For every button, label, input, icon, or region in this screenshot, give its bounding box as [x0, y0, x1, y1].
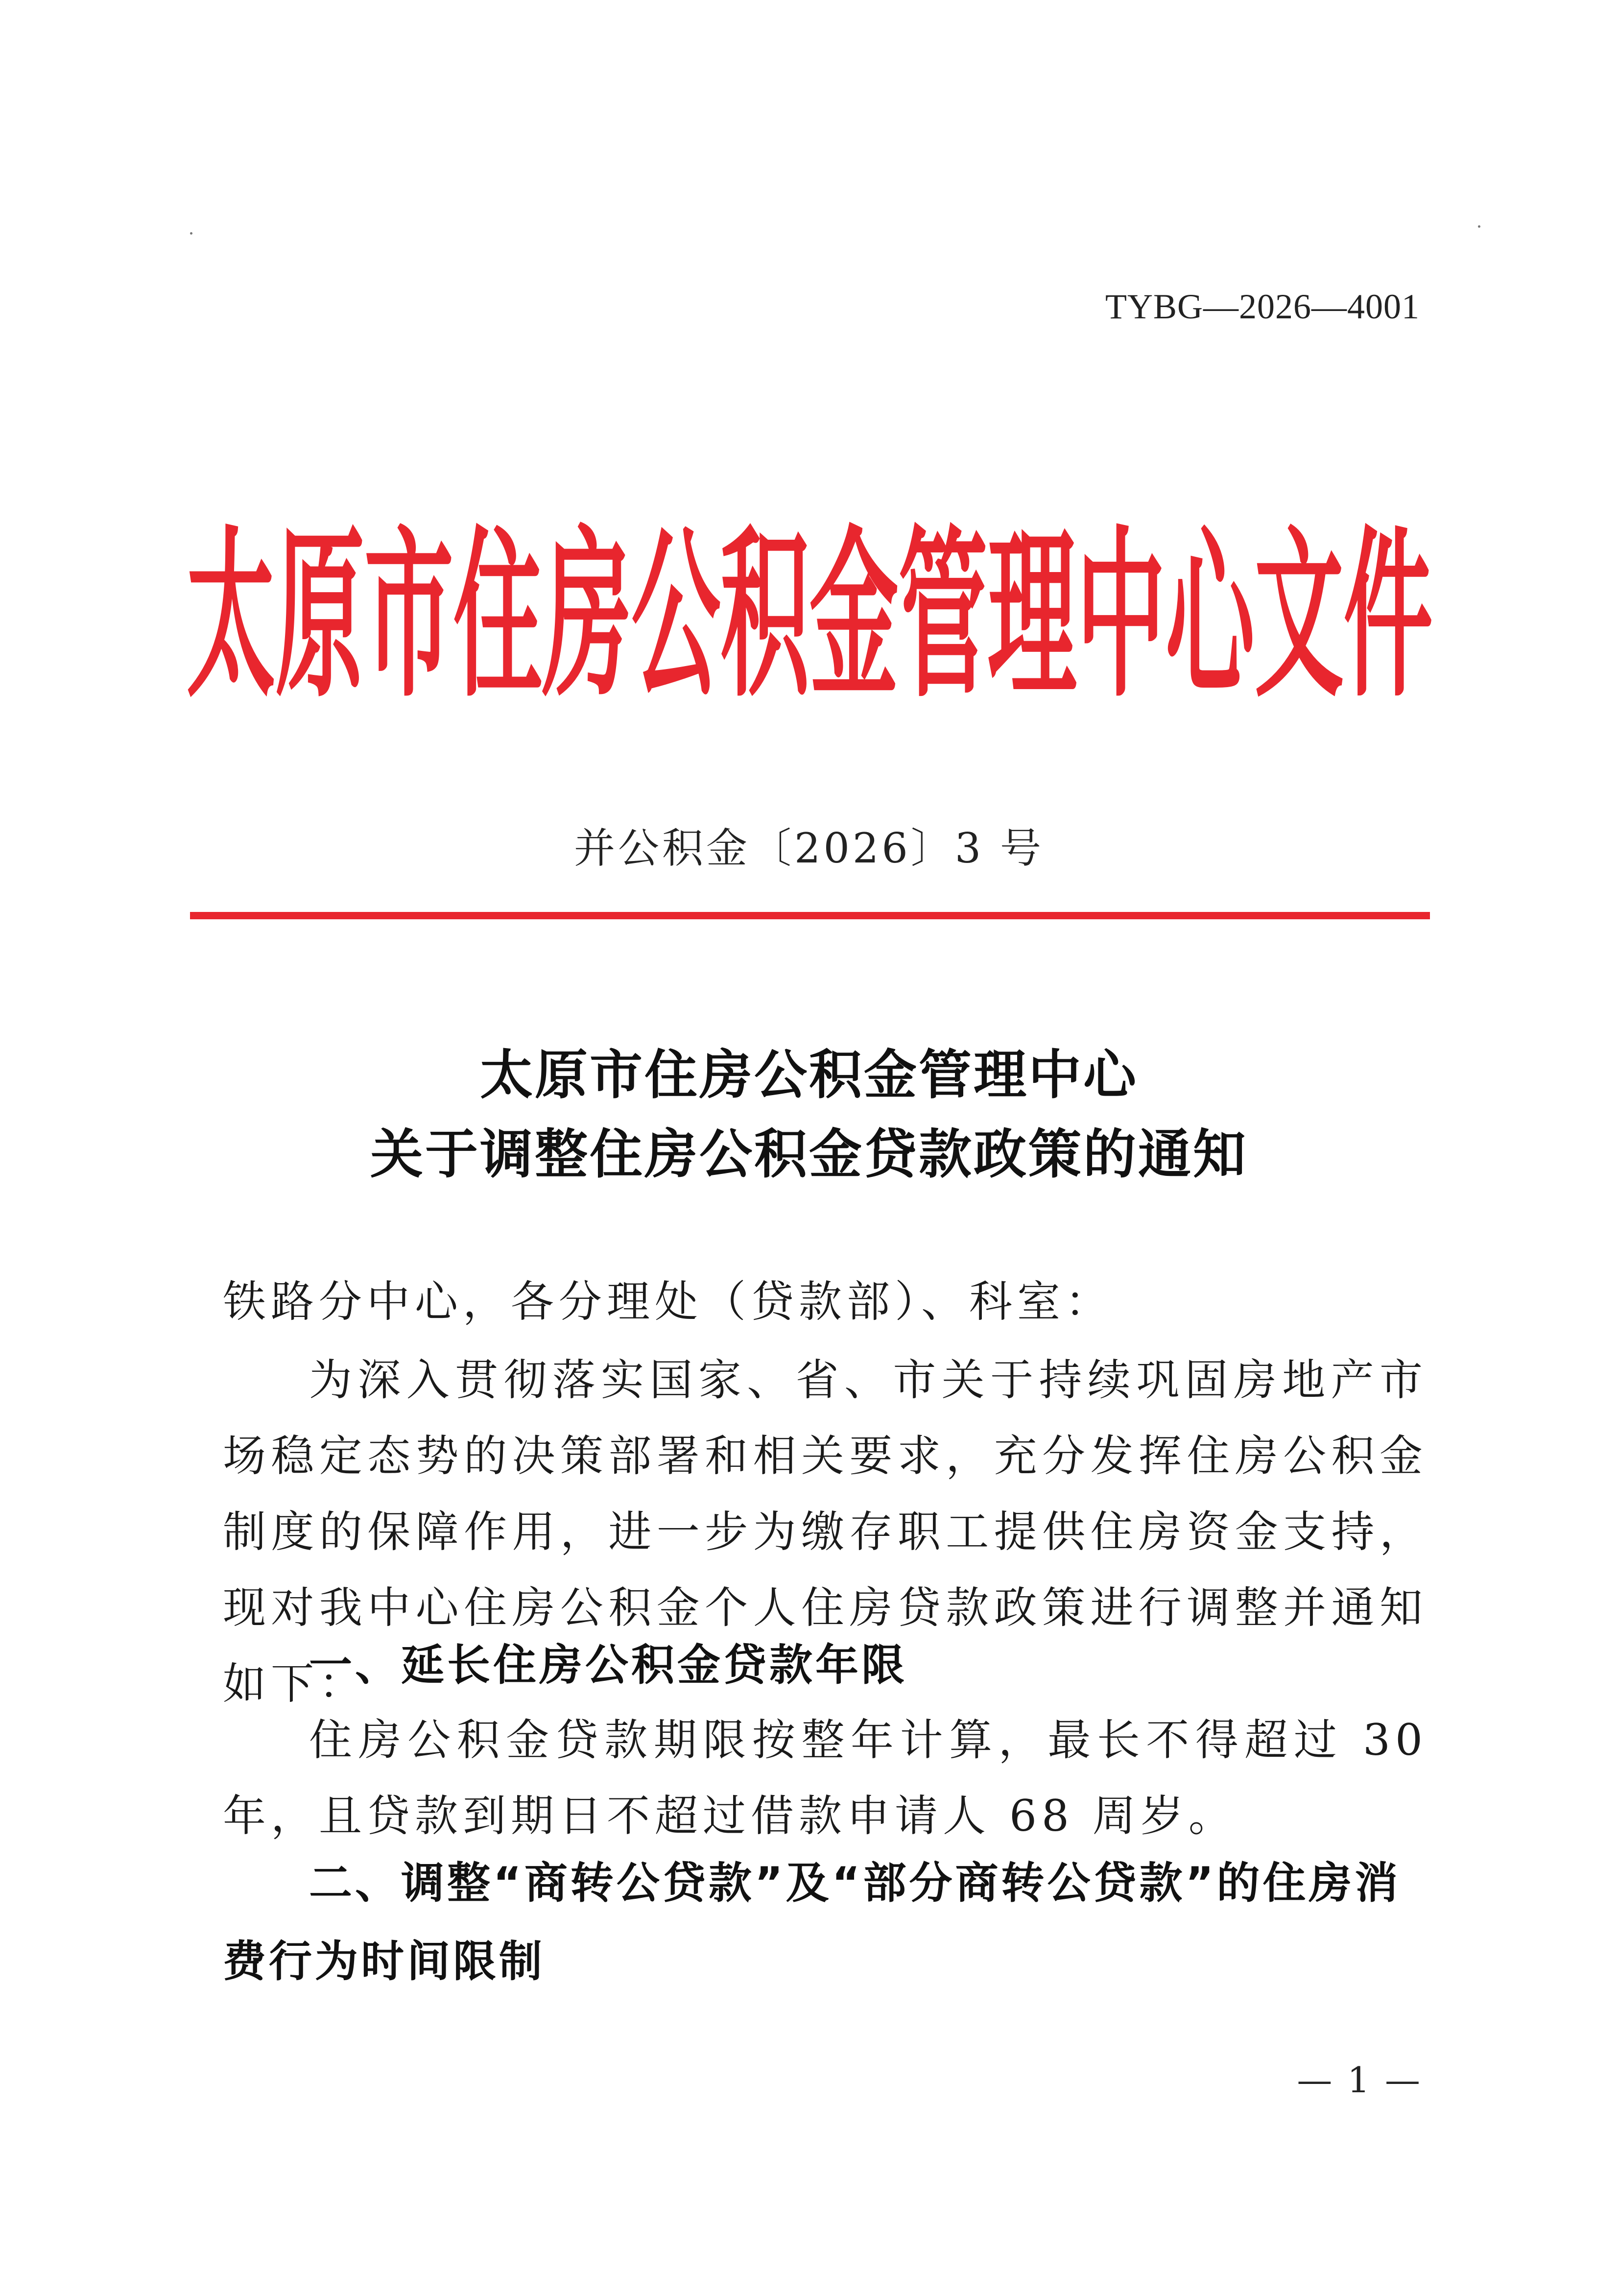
section-1-paragraph: 住房公积金贷款期限按整年计算，最长不得超过 30 年，且贷款到期日不超过借款申请人 68 周岁。 — [223, 1715, 1428, 1841]
scan-speck — [1478, 225, 1480, 228]
notice-title-line-2: 关于调整住房公积金贷款政策的通知 — [370, 1124, 1248, 1185]
red-masthead — [186, 485, 1432, 715]
red-separator-line — [190, 912, 1430, 919]
document-number: 并公积金〔2026〕3 号 — [574, 824, 1044, 872]
notice-title-line-1: 太原市住房公积金管理中心 — [479, 1045, 1138, 1106]
masthead-title: 太原市住房公积金管理中心文件 — [186, 509, 1432, 715]
page-number: — 1 — — [1297, 2059, 1422, 2101]
salutation: 铁路分中心，各分理处（贷款部）、科室： — [223, 1276, 1114, 1327]
section-heading-1: 一、延长住房公积金贷款年限 — [309, 1640, 908, 1690]
intro-paragraph: 为深入贯彻落实国家、省、市关于持续巩固房地产市场稳定态势的决策部署和相关要求，充分发挥住房公积金制度的保障作用，进一步为缴存职工提供住房资金支持，现对我中心住房公积金个人住房贷款政策进行调整并通知如下： — [223, 1355, 1428, 1709]
document-code: TYBG—2026—4001 — [1105, 287, 1420, 326]
section-heading-2: 二、调整“商转公贷款”及“部分商转公贷款”的住房消费行为时间限制 — [223, 1858, 1401, 1986]
scan-speck — [190, 232, 192, 235]
